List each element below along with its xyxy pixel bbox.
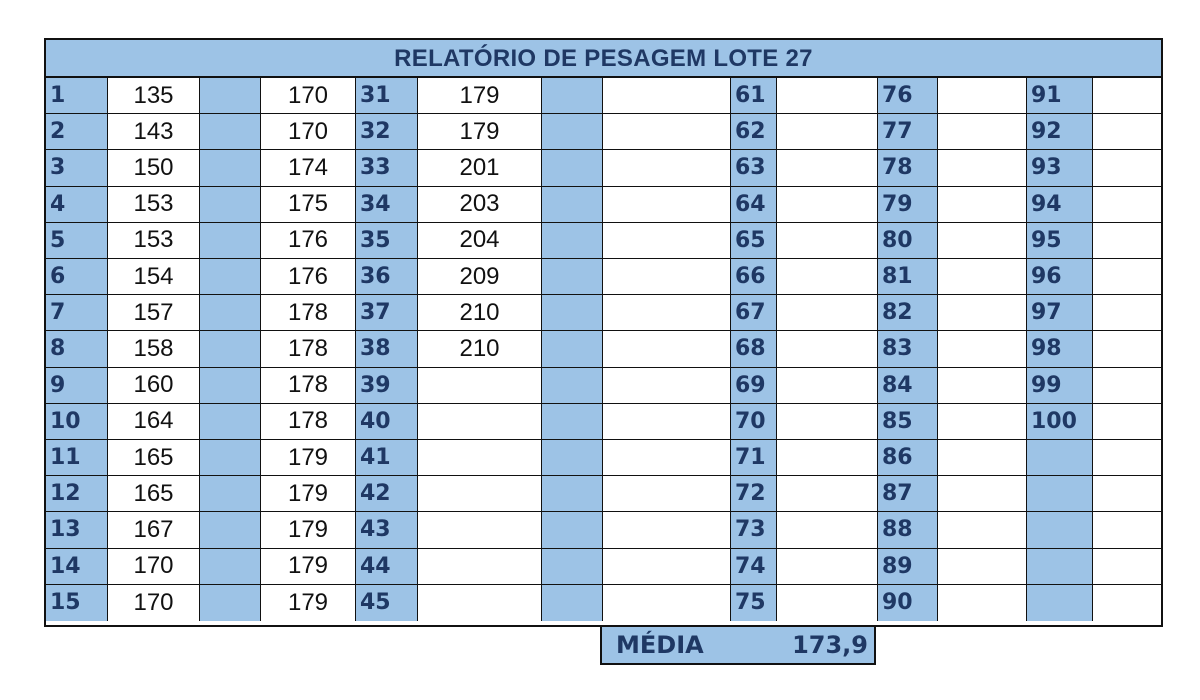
weight-value-cell: 167 xyxy=(108,512,200,548)
row-number-cell xyxy=(200,150,261,186)
weight-value-cell xyxy=(1093,404,1163,440)
row-number-cell: 100 xyxy=(1027,404,1093,440)
row-number-cell: 68 xyxy=(731,331,777,367)
row-number-cell: 78 xyxy=(878,150,938,186)
weight-value-cell xyxy=(1093,78,1163,114)
weight-value-cell xyxy=(938,150,1027,186)
row-number-cell: 71 xyxy=(731,440,777,476)
row-number-cell xyxy=(542,259,603,295)
weight-value-cell: 175 xyxy=(261,187,356,223)
row-number-cell: 98 xyxy=(1027,331,1093,367)
weight-value-cell xyxy=(418,549,542,585)
weight-value-cell xyxy=(777,404,878,440)
row-number-cell: 45 xyxy=(356,585,418,621)
row-number-cell: 12 xyxy=(46,476,108,512)
row-number-cell xyxy=(542,295,603,331)
row-number-cell: 40 xyxy=(356,404,418,440)
weight-value-cell: 170 xyxy=(261,114,356,150)
row-number-cell: 4 xyxy=(46,187,108,223)
weight-value-cell xyxy=(603,78,731,114)
weight-value-cell xyxy=(418,512,542,548)
weight-value-cell xyxy=(603,150,731,186)
row-number-cell: 66 xyxy=(731,259,777,295)
row-number-cell: 82 xyxy=(878,295,938,331)
row-number-cell: 75 xyxy=(731,585,777,621)
row-number-cell xyxy=(542,368,603,404)
weight-value-cell xyxy=(938,549,1027,585)
row-number-cell: 70 xyxy=(731,404,777,440)
weight-value-cell xyxy=(938,295,1027,331)
row-number-cell: 94 xyxy=(1027,187,1093,223)
weight-value-cell xyxy=(603,368,731,404)
weight-value-cell: 178 xyxy=(261,331,356,367)
row-number-cell xyxy=(200,549,261,585)
weight-value-cell xyxy=(777,223,878,259)
row-number-cell: 13 xyxy=(46,512,108,548)
weight-value-cell: 154 xyxy=(108,259,200,295)
weight-value-cell: 179 xyxy=(261,440,356,476)
row-number-cell: 84 xyxy=(878,368,938,404)
row-number-cell xyxy=(1027,585,1093,621)
weight-value-cell xyxy=(603,114,731,150)
row-number-cell xyxy=(1027,476,1093,512)
weight-value-cell: 150 xyxy=(108,150,200,186)
weight-value-cell: 209 xyxy=(418,259,542,295)
row-number-cell xyxy=(1027,512,1093,548)
row-number-cell: 95 xyxy=(1027,223,1093,259)
weighing-report-sheet xyxy=(44,38,1163,627)
weight-value-cell xyxy=(777,114,878,150)
weight-value-cell: 210 xyxy=(418,331,542,367)
weight-value-cell xyxy=(938,440,1027,476)
weight-value-cell xyxy=(603,585,731,621)
weight-value-cell xyxy=(603,187,731,223)
row-number-cell: 1 xyxy=(46,78,108,114)
row-number-cell xyxy=(542,476,603,512)
weight-value-cell xyxy=(777,259,878,295)
row-number-cell: 44 xyxy=(356,549,418,585)
row-number-cell xyxy=(200,223,261,259)
weight-value-cell xyxy=(938,368,1027,404)
weight-value-cell: 179 xyxy=(261,549,356,585)
row-number-cell xyxy=(200,187,261,223)
weight-value-cell: 178 xyxy=(261,368,356,404)
weight-value-cell xyxy=(938,187,1027,223)
weight-value-cell: 179 xyxy=(418,78,542,114)
row-number-cell: 8 xyxy=(46,331,108,367)
weight-value-cell xyxy=(1093,440,1163,476)
weight-value-cell xyxy=(938,259,1027,295)
row-number-cell xyxy=(200,585,261,621)
weight-value-cell xyxy=(1093,223,1163,259)
row-number-cell: 69 xyxy=(731,368,777,404)
weight-value-cell xyxy=(603,223,731,259)
weight-value-cell xyxy=(1093,368,1163,404)
weight-value-cell xyxy=(777,295,878,331)
row-number-cell: 42 xyxy=(356,476,418,512)
row-number-cell: 88 xyxy=(878,512,938,548)
row-number-cell: 97 xyxy=(1027,295,1093,331)
row-number-cell: 34 xyxy=(356,187,418,223)
weight-value-cell xyxy=(1093,512,1163,548)
row-number-cell: 91 xyxy=(1027,78,1093,114)
weight-value-cell xyxy=(1093,259,1163,295)
row-number-cell xyxy=(542,440,603,476)
weight-value-cell: 165 xyxy=(108,440,200,476)
weight-value-cell: 210 xyxy=(418,295,542,331)
weight-value-cell xyxy=(777,512,878,548)
weight-value-cell xyxy=(1093,187,1163,223)
weight-value-cell xyxy=(777,187,878,223)
weight-value-cell xyxy=(777,476,878,512)
row-number-cell xyxy=(200,295,261,331)
row-number-cell: 87 xyxy=(878,476,938,512)
row-number-cell: 41 xyxy=(356,440,418,476)
weight-value-cell xyxy=(603,549,731,585)
row-number-cell xyxy=(1027,440,1093,476)
row-number-cell xyxy=(200,331,261,367)
row-number-cell xyxy=(542,404,603,440)
row-number-cell xyxy=(542,114,603,150)
row-number-cell xyxy=(542,549,603,585)
weight-value-cell xyxy=(777,368,878,404)
average-value: 173,9 xyxy=(792,631,868,659)
weight-value-cell: 170 xyxy=(261,78,356,114)
row-number-cell: 11 xyxy=(46,440,108,476)
row-number-cell: 62 xyxy=(731,114,777,150)
weight-value-cell xyxy=(938,78,1027,114)
weight-value-cell: 157 xyxy=(108,295,200,331)
weight-value-cell: 135 xyxy=(108,78,200,114)
row-number-cell xyxy=(200,368,261,404)
weight-value-cell xyxy=(938,223,1027,259)
weight-value-cell: 160 xyxy=(108,368,200,404)
row-number-cell: 67 xyxy=(731,295,777,331)
row-number-cell: 80 xyxy=(878,223,938,259)
row-number-cell: 92 xyxy=(1027,114,1093,150)
weight-value-cell: 143 xyxy=(108,114,200,150)
weight-value-cell: 170 xyxy=(108,549,200,585)
row-number-cell xyxy=(542,585,603,621)
row-number-cell: 63 xyxy=(731,150,777,186)
row-number-cell: 43 xyxy=(356,512,418,548)
row-number-cell: 89 xyxy=(878,549,938,585)
weight-value-cell: 179 xyxy=(261,585,356,621)
row-number-cell: 85 xyxy=(878,404,938,440)
row-number-cell xyxy=(200,78,261,114)
weight-value-cell xyxy=(418,368,542,404)
weight-value-cell xyxy=(603,259,731,295)
row-number-cell: 79 xyxy=(878,187,938,223)
row-number-cell xyxy=(200,512,261,548)
weight-value-cell xyxy=(938,331,1027,367)
row-number-cell: 65 xyxy=(731,223,777,259)
row-number-cell: 6 xyxy=(46,259,108,295)
row-number-cell: 32 xyxy=(356,114,418,150)
row-number-cell: 64 xyxy=(731,187,777,223)
weight-value-cell: 153 xyxy=(108,187,200,223)
row-number-cell: 73 xyxy=(731,512,777,548)
weight-value-cell: 179 xyxy=(261,512,356,548)
weight-value-cell: 203 xyxy=(418,187,542,223)
weight-value-cell xyxy=(777,78,878,114)
row-number-cell: 39 xyxy=(356,368,418,404)
row-number-cell xyxy=(542,512,603,548)
weight-value-cell: 204 xyxy=(418,223,542,259)
row-number-cell xyxy=(200,476,261,512)
row-number-cell: 33 xyxy=(356,150,418,186)
row-number-cell: 99 xyxy=(1027,368,1093,404)
weight-value-cell xyxy=(938,114,1027,150)
average-label: MÉDIA xyxy=(616,631,704,659)
row-number-cell xyxy=(200,440,261,476)
row-number-cell xyxy=(542,331,603,367)
row-number-cell: 10 xyxy=(46,404,108,440)
weight-value-cell: 165 xyxy=(108,476,200,512)
weight-value-cell xyxy=(603,440,731,476)
row-number-cell xyxy=(542,78,603,114)
weight-value-cell xyxy=(603,295,731,331)
weight-value-cell xyxy=(1093,295,1163,331)
weight-value-cell: 176 xyxy=(261,223,356,259)
row-number-cell: 77 xyxy=(878,114,938,150)
row-number-cell xyxy=(200,114,261,150)
row-number-cell: 2 xyxy=(46,114,108,150)
weight-value-cell: 201 xyxy=(418,150,542,186)
weight-value-cell xyxy=(603,512,731,548)
weight-value-cell xyxy=(603,404,731,440)
weight-value-cell xyxy=(777,440,878,476)
weight-value-cell: 179 xyxy=(418,114,542,150)
report-title: RELATÓRIO DE PESAGEM LOTE 27 xyxy=(46,40,1161,78)
weight-value-cell: 153 xyxy=(108,223,200,259)
row-number-cell: 96 xyxy=(1027,259,1093,295)
weight-value-cell xyxy=(938,585,1027,621)
weight-value-cell xyxy=(938,404,1027,440)
row-number-cell: 5 xyxy=(46,223,108,259)
row-number-cell xyxy=(200,404,261,440)
row-number-cell: 35 xyxy=(356,223,418,259)
weight-value-cell: 179 xyxy=(261,476,356,512)
weight-value-cell xyxy=(1093,476,1163,512)
row-number-cell: 15 xyxy=(46,585,108,621)
row-number-cell xyxy=(542,150,603,186)
row-number-cell: 9 xyxy=(46,368,108,404)
row-number-cell: 61 xyxy=(731,78,777,114)
row-number-cell xyxy=(542,187,603,223)
weight-value-cell xyxy=(1093,331,1163,367)
weight-value-cell xyxy=(603,331,731,367)
weight-value-cell: 178 xyxy=(261,295,356,331)
row-number-cell: 36 xyxy=(356,259,418,295)
weight-value-cell xyxy=(1093,114,1163,150)
weight-value-cell xyxy=(1093,585,1163,621)
weight-value-cell: 170 xyxy=(108,585,200,621)
weight-value-cell: 178 xyxy=(261,404,356,440)
weight-value-cell xyxy=(777,331,878,367)
weight-value-cell xyxy=(418,476,542,512)
row-number-cell: 83 xyxy=(878,331,938,367)
row-number-cell xyxy=(542,223,603,259)
weight-value-cell xyxy=(418,404,542,440)
average-box xyxy=(600,627,876,665)
weight-value-cell xyxy=(777,549,878,585)
weight-value-cell: 164 xyxy=(108,404,200,440)
weight-value-cell xyxy=(1093,150,1163,186)
row-number-cell: 86 xyxy=(878,440,938,476)
weight-value-cell xyxy=(938,512,1027,548)
row-number-cell: 72 xyxy=(731,476,777,512)
row-number-cell: 74 xyxy=(731,549,777,585)
row-number-cell: 81 xyxy=(878,259,938,295)
row-number-cell xyxy=(200,259,261,295)
weight-value-cell: 176 xyxy=(261,259,356,295)
weight-value-cell xyxy=(777,585,878,621)
row-number-cell: 38 xyxy=(356,331,418,367)
row-number-cell xyxy=(1027,549,1093,585)
row-number-cell: 31 xyxy=(356,78,418,114)
row-number-cell: 3 xyxy=(46,150,108,186)
row-number-cell: 93 xyxy=(1027,150,1093,186)
weight-value-cell xyxy=(1093,549,1163,585)
weight-value-cell: 158 xyxy=(108,331,200,367)
weight-value-cell: 174 xyxy=(261,150,356,186)
weight-value-cell xyxy=(938,476,1027,512)
row-number-cell: 90 xyxy=(878,585,938,621)
weight-value-cell xyxy=(603,476,731,512)
weight-value-cell xyxy=(777,150,878,186)
row-number-cell: 14 xyxy=(46,549,108,585)
row-number-cell: 7 xyxy=(46,295,108,331)
row-number-cell: 37 xyxy=(356,295,418,331)
weight-value-cell xyxy=(418,585,542,621)
weight-value-cell xyxy=(418,440,542,476)
row-number-cell: 76 xyxy=(878,78,938,114)
